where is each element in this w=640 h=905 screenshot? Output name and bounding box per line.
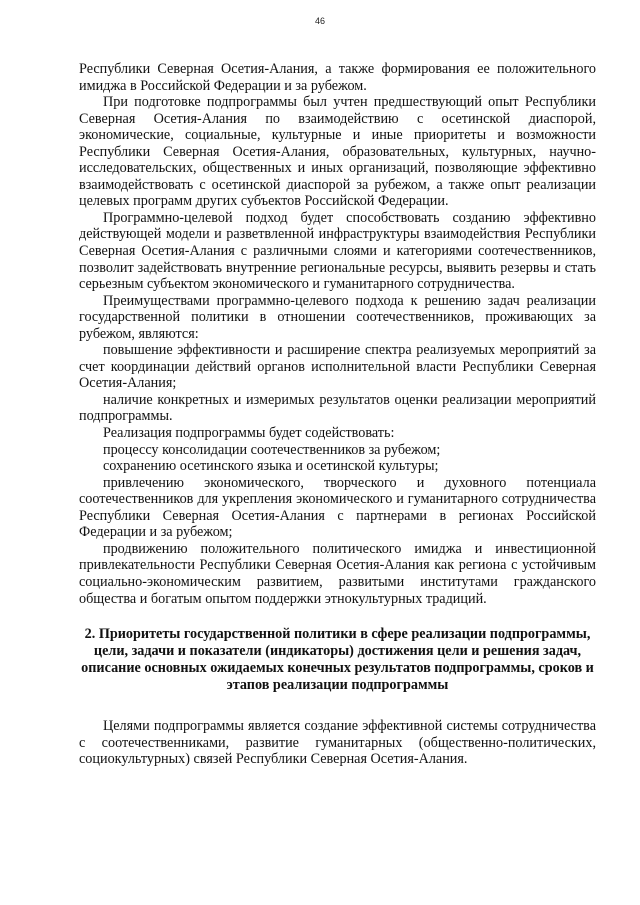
paragraph: Программно-целевой подход будет способствовать созданию эффективно действующей модели и разветвленной инфраструктуры взаимодействия Республики Северная Осетия-Алания с различными слоями и категориями соотечественников, позволит задействовать внутренние региональные ресурсы, выявить резервы и стать серьезным субъектом экономического и гуманитарного сотрудничества. — [79, 209, 596, 293]
list-item: процессу консолидации соотечественников за рубежом; — [103, 441, 441, 458]
list-item: сохранению осетинского языка и осетинской культуры; — [103, 458, 439, 475]
paragraph: Реализация подпрограммы будет содействовать: — [103, 425, 395, 442]
list-item: наличие конкретных и измеримых результатов оценки реализации мероприятий подпрограммы. — [79, 391, 596, 425]
paragraph: При подготовке подпрограммы был учтен предшествующий опыт Республики Северная Осетия-Алания по взаимодействию с осетинской диаспорой, экономические, социальные, культурные и иные приоритеты и возможности Республики Северная Осетия-Алания, образовательных, культурных, научно-исследовательских, общественных и иных организаций, позволяющие эффективно взаимодействовать с осетинской диаспорой за рубежом, а также опыт реализации целевых программ других субъектов Российской Федерации. — [79, 94, 596, 210]
list-item: повышение эффективности и расширение спектра реализуемых мероприятий за счет координации действий органов исполнительной власти Республики Северная Осетия-Алания; — [79, 342, 596, 392]
list-item: продвижению положительного политического имиджа и инвестиционной привлекательности Республики Северная Осетия-Алания как региона с устойчивым социально-экономическим развитием, развитыми институтами гражданского общества и богатым опытом поддержки этнокультурных традиций. — [79, 540, 596, 607]
paragraph: Преимуществами программно-целевого подхода к решению задач реализации государственной политики в отношении соотечественников, проживающих за рубежом, являются: — [79, 292, 596, 342]
paragraph: Республики Северная Осетия-Алания, а также формирования ее положительного имиджа в Российской Федерации и за рубежом. — [79, 61, 596, 94]
paragraph: Целями подпрограммы является создание эффективной системы сотрудничества с соотечественниками, развитие гуманитарных (общественно-политических, социокультурных) связей Республики Северная Осетия-Алания. — [79, 718, 596, 768]
section-heading: 2. Приоритеты государственной политики в сфере реализации подпрограммы, цели, задачи и показатели (индикаторы) достижения цели и решения задач, описание основных ожидаемых конечных результатов подпрограммы, сроков и этапов реализации подпрограммы — [81, 626, 594, 694]
page-number: 46 — [314, 16, 325, 26]
document-body — [79, 61, 596, 768]
list-item: привлечению экономического, творческого и духовного потенциала соотечественников для укрепления экономического и гуманитарного сотрудничества Республики Северная Осетия-Алания с партнерами в регионах Российской Федерации и за рубежом; — [79, 474, 596, 541]
